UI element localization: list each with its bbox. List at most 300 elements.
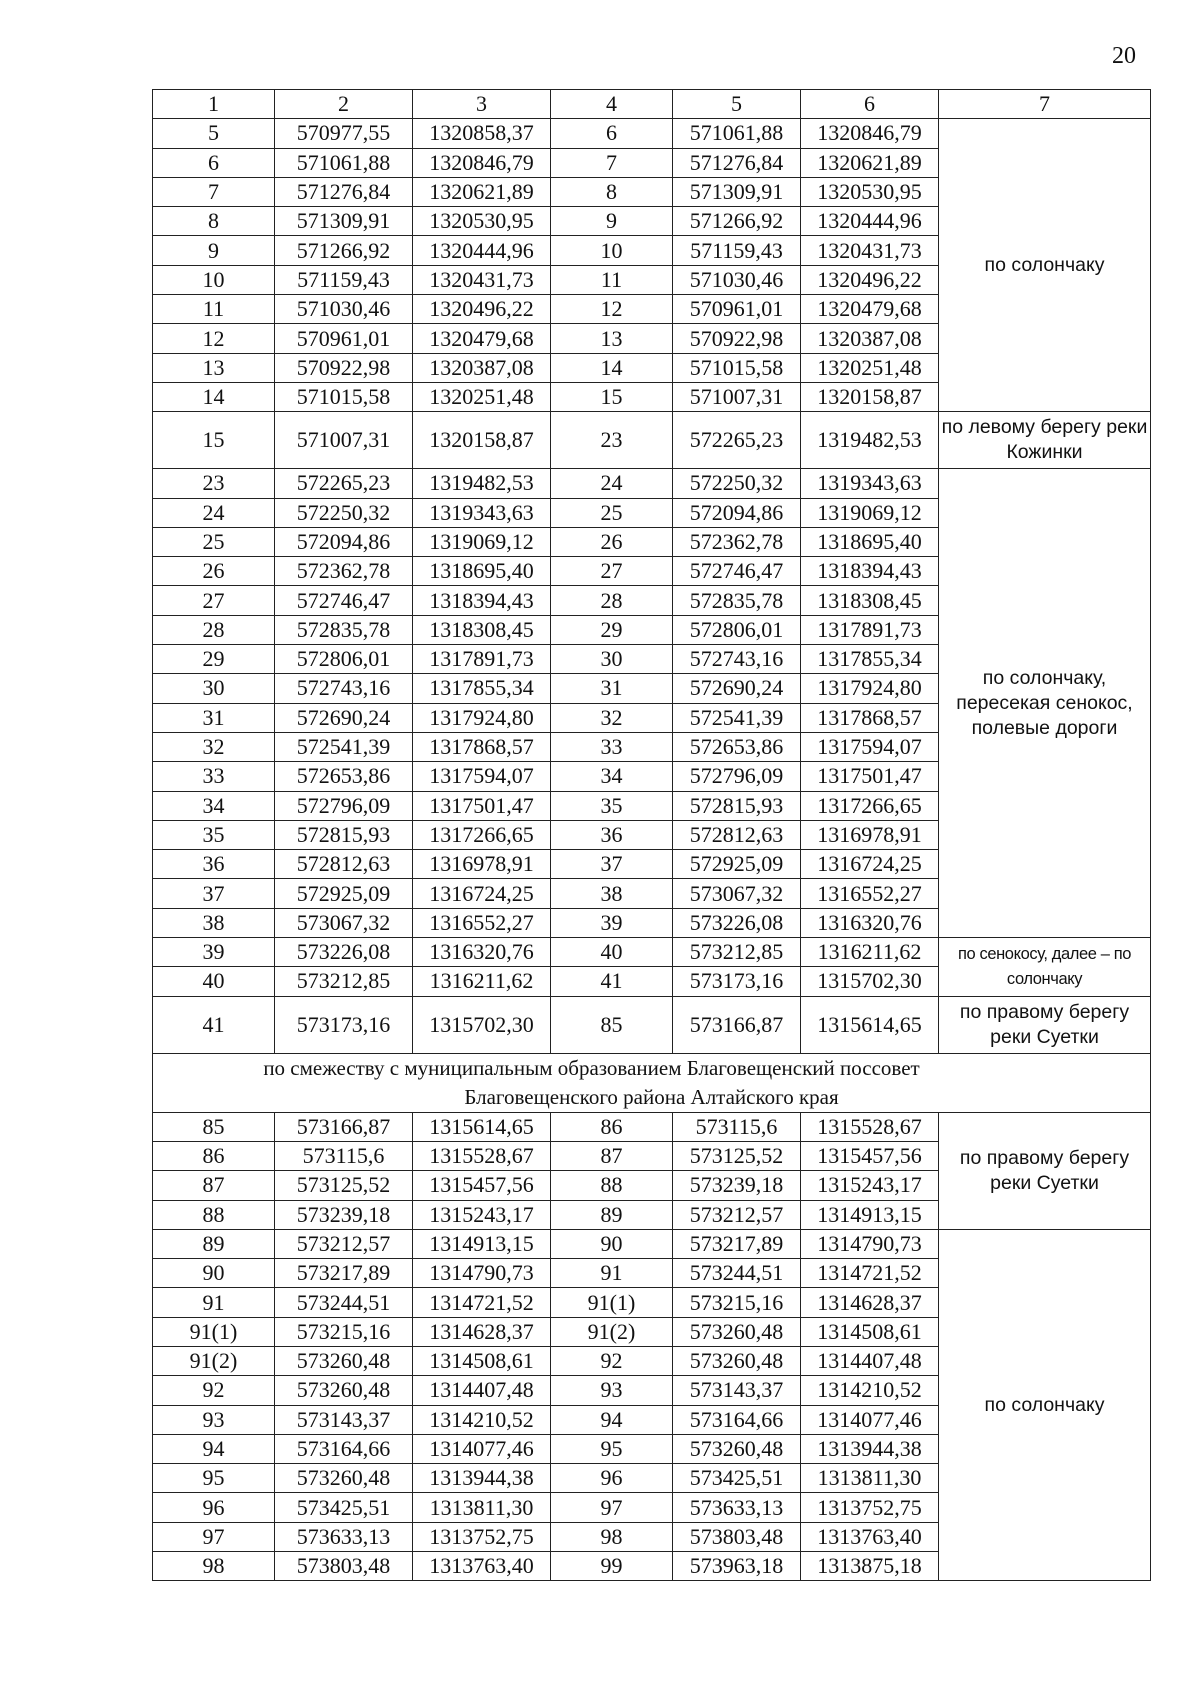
table-cell: 573260,48 bbox=[673, 1434, 801, 1463]
table-cell: 1320530,95 bbox=[801, 177, 939, 206]
table-cell: 572690,24 bbox=[673, 674, 801, 703]
table-cell: 7 bbox=[153, 177, 275, 206]
table-cell: 92 bbox=[551, 1346, 673, 1375]
table-cell: 97 bbox=[551, 1493, 673, 1522]
table-cell: 1320387,08 bbox=[413, 353, 551, 382]
table-cell: 1313944,38 bbox=[413, 1464, 551, 1493]
table-cell: 572541,39 bbox=[673, 703, 801, 732]
table-cell: 96 bbox=[153, 1493, 275, 1522]
table-cell: 572265,23 bbox=[275, 469, 413, 498]
table-cell: 1317266,65 bbox=[801, 791, 939, 820]
table-cell: 1316552,27 bbox=[413, 908, 551, 937]
table-cell: 1317891,73 bbox=[413, 645, 551, 674]
table-cell: 1319343,63 bbox=[413, 498, 551, 527]
table-cell: 571061,88 bbox=[673, 119, 801, 148]
table-cell: 573164,66 bbox=[275, 1434, 413, 1463]
table-cell: 571007,31 bbox=[275, 412, 413, 469]
table-cell: 40 bbox=[153, 967, 275, 996]
table-cell: 37 bbox=[551, 850, 673, 879]
table-cell: 1320431,73 bbox=[413, 265, 551, 294]
table-cell: 1317594,07 bbox=[413, 762, 551, 791]
table-cell: 573239,18 bbox=[673, 1171, 801, 1200]
table-cell: 572250,32 bbox=[673, 469, 801, 498]
table-cell: 1314210,52 bbox=[801, 1376, 939, 1405]
table-cell: 99 bbox=[551, 1552, 673, 1581]
table-cell: 24 bbox=[153, 498, 275, 527]
table-cell: 1313752,75 bbox=[413, 1522, 551, 1551]
table-cell: 1316320,76 bbox=[413, 938, 551, 967]
table-cell: 1320251,48 bbox=[413, 382, 551, 411]
table-cell: 1320846,79 bbox=[801, 119, 939, 148]
table-cell: 571266,92 bbox=[673, 207, 801, 236]
table-cell: 1317266,65 bbox=[413, 820, 551, 849]
table-cell: 573115,6 bbox=[275, 1141, 413, 1170]
table-cell: 91 bbox=[551, 1259, 673, 1288]
table-cell: 1320496,22 bbox=[801, 265, 939, 294]
column-header: 5 bbox=[673, 90, 801, 119]
table-cell: 571007,31 bbox=[673, 382, 801, 411]
table-cell: 93 bbox=[551, 1376, 673, 1405]
table-cell: 1317868,57 bbox=[413, 732, 551, 761]
table-cell: 573803,48 bbox=[673, 1522, 801, 1551]
table-cell: 572835,78 bbox=[673, 586, 801, 615]
table-cell: 1319343,63 bbox=[801, 469, 939, 498]
table-cell: 572812,63 bbox=[275, 850, 413, 879]
table-cell: 1317868,57 bbox=[801, 703, 939, 732]
table-cell: 90 bbox=[153, 1259, 275, 1288]
table-cell: 1316211,62 bbox=[413, 967, 551, 996]
table-cell: 33 bbox=[153, 762, 275, 791]
boundary-description: по солончаку bbox=[939, 119, 1151, 412]
table-cell: 572541,39 bbox=[275, 732, 413, 761]
table-cell: 572743,16 bbox=[673, 645, 801, 674]
table-cell: 572806,01 bbox=[673, 615, 801, 644]
table-cell: 90 bbox=[551, 1229, 673, 1258]
table-cell: 27 bbox=[551, 557, 673, 586]
table-cell: 1316320,76 bbox=[801, 908, 939, 937]
table-cell: 9 bbox=[551, 207, 673, 236]
separator-text: Благовещенского района Алтайского края bbox=[464, 1084, 839, 1109]
table-cell: 573425,51 bbox=[275, 1493, 413, 1522]
table-cell: 1317501,47 bbox=[801, 762, 939, 791]
column-header: 4 bbox=[551, 90, 673, 119]
table-cell: 572743,16 bbox=[275, 674, 413, 703]
table-cell: 571015,58 bbox=[275, 382, 413, 411]
table-cell: 573173,16 bbox=[275, 996, 413, 1053]
table-cell: 95 bbox=[551, 1434, 673, 1463]
table-cell: 1319482,53 bbox=[413, 469, 551, 498]
table-cell: 1319069,12 bbox=[801, 498, 939, 527]
table-cell: 1314628,37 bbox=[801, 1288, 939, 1317]
table-cell: 1320621,89 bbox=[413, 177, 551, 206]
table-cell: 30 bbox=[551, 645, 673, 674]
table-cell: 13 bbox=[153, 353, 275, 382]
table-cell: 1313763,40 bbox=[801, 1522, 939, 1551]
table-cell: 571061,88 bbox=[275, 148, 413, 177]
table-cell: 15 bbox=[153, 412, 275, 469]
table-cell: 573260,48 bbox=[275, 1346, 413, 1375]
table-cell: 36 bbox=[551, 820, 673, 849]
table-cell: 1318394,43 bbox=[413, 586, 551, 615]
table-cell: 1320621,89 bbox=[801, 148, 939, 177]
table-cell: 573067,32 bbox=[673, 879, 801, 908]
table-cell: 97 bbox=[153, 1522, 275, 1551]
table-cell: 15 bbox=[551, 382, 673, 411]
table-cell: 34 bbox=[153, 791, 275, 820]
table-cell: 1314913,15 bbox=[413, 1229, 551, 1258]
table-cell: 1320387,08 bbox=[801, 324, 939, 353]
table-cell: 29 bbox=[551, 615, 673, 644]
table-cell: 571015,58 bbox=[673, 353, 801, 382]
table-cell: 38 bbox=[153, 908, 275, 937]
section-separator bbox=[153, 1053, 1151, 1112]
table-cell: 40 bbox=[551, 938, 673, 967]
table-cell: 570961,01 bbox=[673, 295, 801, 324]
table-cell: 1314508,61 bbox=[413, 1346, 551, 1375]
table-cell: 571276,84 bbox=[275, 177, 413, 206]
table-cell: 23 bbox=[551, 412, 673, 469]
table-cell: 573143,37 bbox=[275, 1405, 413, 1434]
table-cell: 91(1) bbox=[551, 1288, 673, 1317]
table-cell: 32 bbox=[153, 732, 275, 761]
boundary-description: по правому берегу реки Суетки bbox=[939, 996, 1151, 1053]
column-header: 2 bbox=[275, 90, 413, 119]
table-cell: 1314407,48 bbox=[801, 1346, 939, 1375]
column-header: 6 bbox=[801, 90, 939, 119]
table-cell: 10 bbox=[153, 265, 275, 294]
table-cell: 1315528,67 bbox=[413, 1141, 551, 1170]
table-cell: 12 bbox=[551, 295, 673, 324]
table-cell: 1318695,40 bbox=[413, 557, 551, 586]
table-cell: 573173,16 bbox=[673, 967, 801, 996]
table-cell: 1320158,87 bbox=[413, 412, 551, 469]
table-cell: 571159,43 bbox=[673, 236, 801, 265]
table-cell: 572806,01 bbox=[275, 645, 413, 674]
table-cell: 573260,48 bbox=[673, 1317, 801, 1346]
table-cell: 33 bbox=[551, 732, 673, 761]
table-cell: 1315243,17 bbox=[413, 1200, 551, 1229]
table-cell: 31 bbox=[153, 703, 275, 732]
table-cell: 1318308,45 bbox=[801, 586, 939, 615]
table-cell: 572653,86 bbox=[275, 762, 413, 791]
table-cell: 12 bbox=[153, 324, 275, 353]
table-cell: 573425,51 bbox=[673, 1464, 801, 1493]
table-cell: 28 bbox=[153, 615, 275, 644]
boundary-description: по солончаку bbox=[939, 1229, 1151, 1581]
table-cell: 573115,6 bbox=[673, 1112, 801, 1141]
table-cell: 1317891,73 bbox=[801, 615, 939, 644]
boundary-description: по сенокосу, далее – по солончаку bbox=[939, 938, 1151, 997]
table-cell: 573633,13 bbox=[673, 1493, 801, 1522]
table-cell: 1315528,67 bbox=[801, 1112, 939, 1141]
table-cell: 572746,47 bbox=[275, 586, 413, 615]
table-cell: 1314913,15 bbox=[801, 1200, 939, 1229]
table-cell: 87 bbox=[551, 1141, 673, 1170]
table-cell: 32 bbox=[551, 703, 673, 732]
column-header: 3 bbox=[413, 90, 551, 119]
table-cell: 95 bbox=[153, 1464, 275, 1493]
table-cell: 572094,86 bbox=[673, 498, 801, 527]
table-cell: 91 bbox=[153, 1288, 275, 1317]
table-cell: 1316211,62 bbox=[801, 938, 939, 967]
table-cell: 1313811,30 bbox=[413, 1493, 551, 1522]
table-cell: 37 bbox=[153, 879, 275, 908]
table-row bbox=[153, 1229, 1151, 1258]
table-cell: 1320431,73 bbox=[801, 236, 939, 265]
table-cell: 1319482,53 bbox=[801, 412, 939, 469]
table-cell: 573125,52 bbox=[673, 1141, 801, 1170]
table-cell: 6 bbox=[153, 148, 275, 177]
table-row bbox=[153, 412, 1151, 469]
table-cell: 1320846,79 bbox=[413, 148, 551, 177]
table-cell: 570922,98 bbox=[275, 353, 413, 382]
table-cell: 1314407,48 bbox=[413, 1376, 551, 1405]
table-cell: 86 bbox=[153, 1141, 275, 1170]
table-cell: 572815,93 bbox=[673, 791, 801, 820]
table-cell: 41 bbox=[153, 996, 275, 1053]
table-cell: 27 bbox=[153, 586, 275, 615]
table-cell: 573217,89 bbox=[673, 1229, 801, 1258]
table-cell: 572094,86 bbox=[275, 527, 413, 556]
table-cell: 572796,09 bbox=[673, 762, 801, 791]
table-cell: 1314790,73 bbox=[413, 1259, 551, 1288]
table-cell: 572835,78 bbox=[275, 615, 413, 644]
table-row bbox=[153, 938, 1151, 967]
table-cell: 573215,16 bbox=[275, 1317, 413, 1346]
table-cell: 571266,92 bbox=[275, 236, 413, 265]
separator-text: по смежеству с муниципальным образованием Благовещенский поссовет bbox=[263, 1055, 920, 1080]
table-cell: 571030,46 bbox=[275, 295, 413, 324]
table-cell: 573166,87 bbox=[275, 1112, 413, 1141]
table-cell: 1314790,73 bbox=[801, 1229, 939, 1258]
table-cell: 25 bbox=[551, 498, 673, 527]
column-header: 1 bbox=[153, 90, 275, 119]
table-cell: 1313875,18 bbox=[801, 1552, 939, 1581]
table-cell: 1320251,48 bbox=[801, 353, 939, 382]
table-row bbox=[153, 119, 1151, 148]
table-cell: 572250,32 bbox=[275, 498, 413, 527]
table-cell: 1314721,52 bbox=[801, 1259, 939, 1288]
table-cell: 26 bbox=[551, 527, 673, 556]
table-cell: 572690,24 bbox=[275, 703, 413, 732]
table-cell: 573143,37 bbox=[673, 1376, 801, 1405]
table-cell: 1315702,30 bbox=[413, 996, 551, 1053]
table-cell: 571276,84 bbox=[673, 148, 801, 177]
table-cell: 573164,66 bbox=[673, 1405, 801, 1434]
table-cell: 573260,48 bbox=[275, 1464, 413, 1493]
table-cell: 570922,98 bbox=[673, 324, 801, 353]
table-cell: 91(1) bbox=[153, 1317, 275, 1346]
table-cell: 1313763,40 bbox=[413, 1552, 551, 1581]
table-row bbox=[153, 469, 1151, 498]
table-cell: 572796,09 bbox=[275, 791, 413, 820]
table-cell: 573215,16 bbox=[673, 1288, 801, 1317]
table-cell: 96 bbox=[551, 1464, 673, 1493]
table-cell: 1320496,22 bbox=[413, 295, 551, 324]
table-cell: 94 bbox=[551, 1405, 673, 1434]
table-cell: 30 bbox=[153, 674, 275, 703]
table-cell: 572815,93 bbox=[275, 820, 413, 849]
table-row bbox=[153, 996, 1151, 1053]
table-cell: 1315614,65 bbox=[801, 996, 939, 1053]
table-cell: 92 bbox=[153, 1376, 275, 1405]
table-cell: 1316724,25 bbox=[801, 850, 939, 879]
boundary-description: по левому берегу реки Кожинки bbox=[939, 412, 1151, 469]
table-cell: 1320530,95 bbox=[413, 207, 551, 236]
table-cell: 6 bbox=[551, 119, 673, 148]
table-cell: 14 bbox=[551, 353, 673, 382]
table-cell: 1320444,96 bbox=[801, 207, 939, 236]
table-cell: 1315702,30 bbox=[801, 967, 939, 996]
table-cell: 572925,09 bbox=[275, 879, 413, 908]
table-cell: 31 bbox=[551, 674, 673, 703]
table-cell: 1315457,56 bbox=[801, 1141, 939, 1170]
table-cell: 572925,09 bbox=[673, 850, 801, 879]
table-cell: 98 bbox=[153, 1552, 275, 1581]
table-header-row bbox=[153, 90, 1151, 119]
section-separator-row bbox=[153, 1053, 1151, 1112]
table-cell: 571309,91 bbox=[275, 207, 413, 236]
table-cell: 29 bbox=[153, 645, 275, 674]
table-cell: 572362,78 bbox=[673, 527, 801, 556]
table-cell: 1320158,87 bbox=[801, 382, 939, 411]
table-cell: 13 bbox=[551, 324, 673, 353]
table-cell: 1318695,40 bbox=[801, 527, 939, 556]
table-cell: 1317855,34 bbox=[801, 645, 939, 674]
table-row bbox=[153, 1112, 1151, 1141]
table-cell: 35 bbox=[153, 820, 275, 849]
table-cell: 11 bbox=[551, 265, 673, 294]
table-cell: 87 bbox=[153, 1171, 275, 1200]
table-cell: 85 bbox=[551, 996, 673, 1053]
table-cell: 1317594,07 bbox=[801, 732, 939, 761]
table-cell: 1317855,34 bbox=[413, 674, 551, 703]
table-cell: 39 bbox=[551, 908, 673, 937]
table-cell: 1317501,47 bbox=[413, 791, 551, 820]
table-cell: 91(2) bbox=[153, 1346, 275, 1375]
table-cell: 11 bbox=[153, 295, 275, 324]
table-cell: 573212,57 bbox=[275, 1229, 413, 1258]
table-cell: 573244,51 bbox=[673, 1259, 801, 1288]
table-cell: 571030,46 bbox=[673, 265, 801, 294]
table-cell: 5 bbox=[153, 119, 275, 148]
table-cell: 1318394,43 bbox=[801, 557, 939, 586]
table-cell: 7 bbox=[551, 148, 673, 177]
table-cell: 573212,85 bbox=[275, 967, 413, 996]
table-cell: 94 bbox=[153, 1434, 275, 1463]
table-cell: 570961,01 bbox=[275, 324, 413, 353]
boundary-description: по солончаку, пересекая сенокос, полевые дороги bbox=[939, 469, 1151, 938]
table-cell: 1320444,96 bbox=[413, 236, 551, 265]
table-cell: 1314077,46 bbox=[413, 1434, 551, 1463]
table-cell: 1320479,68 bbox=[801, 295, 939, 324]
table-cell: 98 bbox=[551, 1522, 673, 1551]
table-cell: 572265,23 bbox=[673, 412, 801, 469]
table-cell: 8 bbox=[153, 207, 275, 236]
table-cell: 1320858,37 bbox=[413, 119, 551, 148]
table-cell: 1313944,38 bbox=[801, 1434, 939, 1463]
table-cell: 1319069,12 bbox=[413, 527, 551, 556]
table-cell: 572653,86 bbox=[673, 732, 801, 761]
table-cell: 1315614,65 bbox=[413, 1112, 551, 1141]
table-cell: 93 bbox=[153, 1405, 275, 1434]
table-cell: 88 bbox=[153, 1200, 275, 1229]
table-cell: 1316552,27 bbox=[801, 879, 939, 908]
table-cell: 24 bbox=[551, 469, 673, 498]
table-cell: 573212,85 bbox=[673, 938, 801, 967]
table-cell: 570977,55 bbox=[275, 119, 413, 148]
table-cell: 10 bbox=[551, 236, 673, 265]
table-cell: 25 bbox=[153, 527, 275, 556]
column-header: 7 bbox=[939, 90, 1151, 119]
table-cell: 572362,78 bbox=[275, 557, 413, 586]
table-cell: 1314721,52 bbox=[413, 1288, 551, 1317]
table-cell: 573217,89 bbox=[275, 1259, 413, 1288]
table-cell: 573125,52 bbox=[275, 1171, 413, 1200]
table-cell: 1313811,30 bbox=[801, 1464, 939, 1493]
table-cell: 14 bbox=[153, 382, 275, 411]
table-cell: 1313752,75 bbox=[801, 1493, 939, 1522]
table-cell: 88 bbox=[551, 1171, 673, 1200]
table-cell: 1316978,91 bbox=[413, 850, 551, 879]
table-cell: 1317924,80 bbox=[801, 674, 939, 703]
table-cell: 573260,48 bbox=[673, 1346, 801, 1375]
table-cell: 573212,57 bbox=[673, 1200, 801, 1229]
table-cell: 1314210,52 bbox=[413, 1405, 551, 1434]
table-cell: 41 bbox=[551, 967, 673, 996]
table-cell: 85 bbox=[153, 1112, 275, 1141]
table-cell: 1315243,17 bbox=[801, 1171, 939, 1200]
table-cell: 86 bbox=[551, 1112, 673, 1141]
table-cell: 26 bbox=[153, 557, 275, 586]
table-cell: 572746,47 bbox=[673, 557, 801, 586]
table-cell: 573166,87 bbox=[673, 996, 801, 1053]
table-cell: 573963,18 bbox=[673, 1552, 801, 1581]
table-cell: 1320479,68 bbox=[413, 324, 551, 353]
table-cell: 34 bbox=[551, 762, 673, 791]
table-cell: 1317924,80 bbox=[413, 703, 551, 732]
page-number: 20 bbox=[1112, 43, 1136, 69]
table-cell: 91(2) bbox=[551, 1317, 673, 1346]
table-cell: 571309,91 bbox=[673, 177, 801, 206]
boundary-coordinates-table bbox=[152, 89, 1151, 1581]
table-cell: 1314508,61 bbox=[801, 1317, 939, 1346]
table-cell: 573239,18 bbox=[275, 1200, 413, 1229]
table-cell: 8 bbox=[551, 177, 673, 206]
table-cell: 1316978,91 bbox=[801, 820, 939, 849]
table-cell: 573244,51 bbox=[275, 1288, 413, 1317]
table-cell: 89 bbox=[153, 1229, 275, 1258]
table-cell: 571159,43 bbox=[275, 265, 413, 294]
table-cell: 36 bbox=[153, 850, 275, 879]
table-cell: 1314077,46 bbox=[801, 1405, 939, 1434]
table-cell: 1314628,37 bbox=[413, 1317, 551, 1346]
table-cell: 573803,48 bbox=[275, 1552, 413, 1581]
table-cell: 573226,08 bbox=[673, 908, 801, 937]
boundary-description: по правому берегу реки Суетки bbox=[939, 1112, 1151, 1229]
table-cell: 38 bbox=[551, 879, 673, 908]
table-cell: 23 bbox=[153, 469, 275, 498]
table-cell: 573226,08 bbox=[275, 938, 413, 967]
table-cell: 573633,13 bbox=[275, 1522, 413, 1551]
table-cell: 28 bbox=[551, 586, 673, 615]
table-cell: 573067,32 bbox=[275, 908, 413, 937]
table-cell: 1316724,25 bbox=[413, 879, 551, 908]
table-cell: 35 bbox=[551, 791, 673, 820]
table-cell: 573260,48 bbox=[275, 1376, 413, 1405]
table-cell: 89 bbox=[551, 1200, 673, 1229]
table-cell: 9 bbox=[153, 236, 275, 265]
